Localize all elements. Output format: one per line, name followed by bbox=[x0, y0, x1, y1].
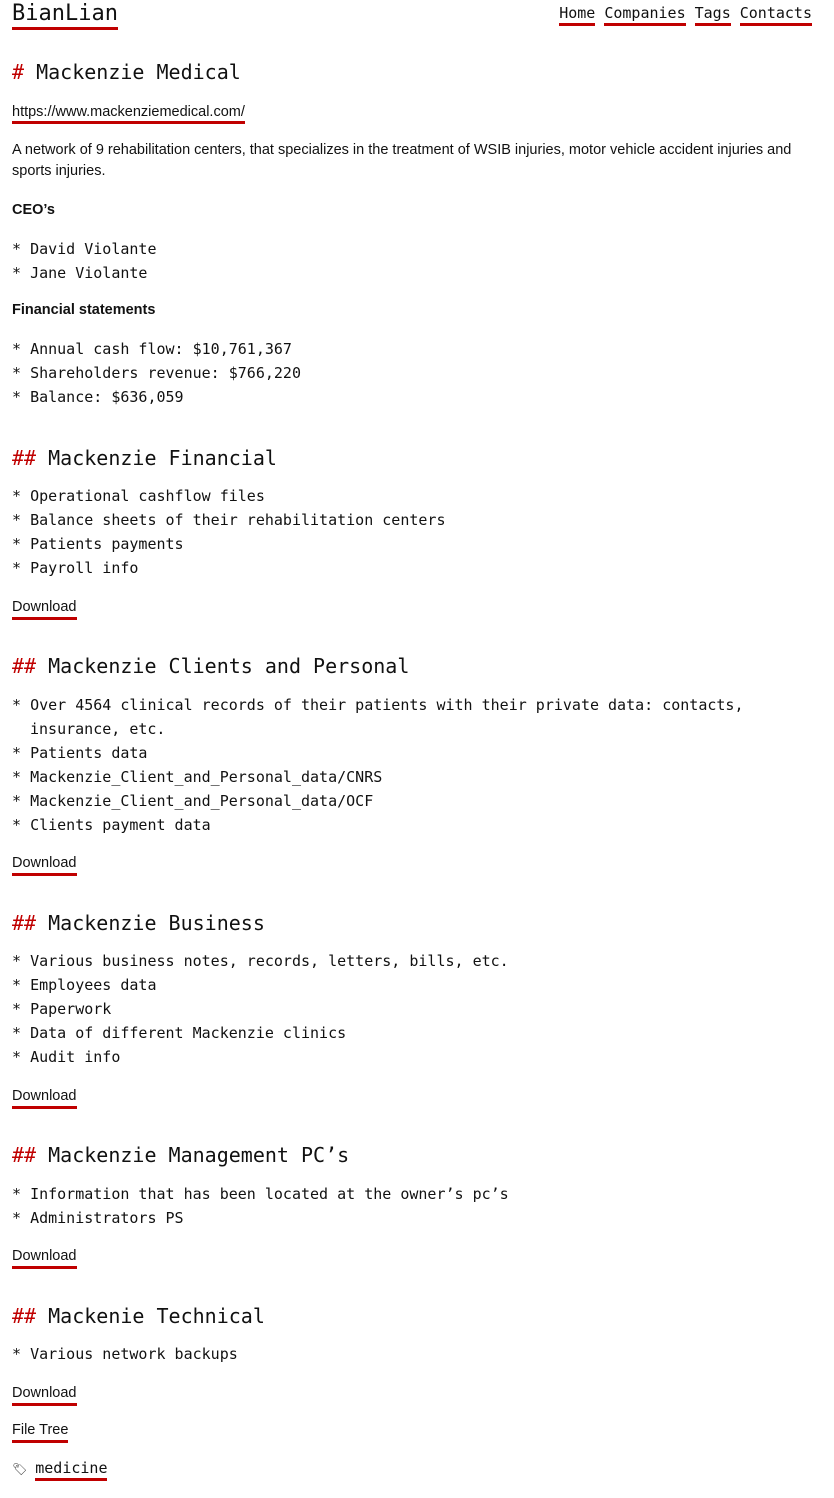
download-link-clients[interactable]: Download bbox=[12, 854, 77, 876]
list-item bbox=[12, 765, 790, 789]
list-bullet: * bbox=[12, 952, 31, 970]
list-bullet: * bbox=[12, 696, 31, 714]
download-link-technical[interactable]: Download bbox=[12, 1384, 77, 1406]
list-item-text: Clients payment data bbox=[30, 816, 211, 834]
list-item-text: Mackenzie_Client_and_Personal_data/OCF bbox=[30, 792, 374, 810]
financial-value: Balance: $636,059 bbox=[30, 388, 184, 406]
list-item bbox=[12, 693, 790, 741]
section-heading-management bbox=[12, 1143, 349, 1167]
list-bullet: * bbox=[12, 1024, 31, 1042]
company-url-link[interactable]: https://www.mackenziemedical.com/ bbox=[12, 104, 245, 124]
nav-home-link[interactable]: Home bbox=[559, 4, 595, 26]
section-list-management bbox=[12, 1182, 790, 1230]
list-bullet: * bbox=[12, 511, 31, 529]
heading-marker: ## bbox=[12, 654, 37, 678]
list-bullet: * bbox=[12, 1048, 31, 1066]
section-heading-business bbox=[12, 911, 265, 935]
financial-item bbox=[12, 385, 790, 409]
section-heading-clients bbox=[12, 654, 409, 678]
list-item bbox=[12, 813, 790, 837]
financial-heading: Financial statements bbox=[12, 302, 156, 318]
section-heading-financial bbox=[12, 446, 277, 470]
list-item bbox=[12, 1021, 790, 1045]
list-bullet: * bbox=[12, 792, 31, 810]
ceo-name: David Violante bbox=[30, 240, 157, 258]
list-bullet: * bbox=[12, 1000, 31, 1018]
ceo-name: Jane Violante bbox=[30, 264, 148, 282]
list-item-text: Audit info bbox=[30, 1048, 121, 1066]
list-bullet: * bbox=[12, 535, 31, 553]
list-bullet: * bbox=[12, 264, 31, 282]
list-item bbox=[12, 789, 790, 813]
list-item-text: Information that has been located at the owner’s pc’s bbox=[30, 1185, 509, 1203]
list-item bbox=[12, 556, 790, 580]
ceo-item bbox=[12, 261, 790, 285]
nav-contacts-link[interactable]: Contacts bbox=[740, 4, 812, 26]
list-bullet: * bbox=[12, 816, 31, 834]
list-item bbox=[12, 1206, 790, 1230]
company-url-row bbox=[12, 102, 245, 123]
section-list-financial bbox=[12, 484, 790, 580]
heading-marker: ## bbox=[12, 1304, 37, 1328]
company-title-text: Mackenzie Medical bbox=[36, 60, 241, 84]
main-nav bbox=[550, 4, 812, 22]
tag-row bbox=[12, 1459, 107, 1478]
company-title bbox=[12, 60, 241, 84]
section-title: Mackenzie Management PC’s bbox=[48, 1143, 350, 1167]
section-title: Mackenzie Clients and Personal bbox=[48, 654, 410, 678]
nav-companies-link[interactable]: Companies bbox=[604, 4, 685, 26]
list-item bbox=[12, 997, 790, 1021]
ceo-list bbox=[12, 237, 790, 285]
list-item bbox=[12, 1182, 790, 1206]
financial-value: Shareholders revenue: $766,220 bbox=[30, 364, 301, 382]
list-item-text: Various network backups bbox=[30, 1345, 238, 1363]
list-item bbox=[12, 973, 790, 997]
file-tree-link[interactable]: File Tree bbox=[12, 1421, 68, 1443]
heading-marker: ## bbox=[12, 446, 37, 470]
section-title: Mackenzie Financial bbox=[48, 446, 277, 470]
list-item-text: Payroll info bbox=[30, 559, 139, 577]
list-bullet: * bbox=[12, 340, 31, 358]
list-item-text: Data of different Mackenzie clinics bbox=[30, 1024, 347, 1042]
list-bullet: * bbox=[12, 744, 31, 762]
download-link-financial[interactable]: Download bbox=[12, 598, 77, 620]
section-title: Mackenie Technical bbox=[48, 1304, 265, 1328]
section-heading-technical bbox=[12, 1304, 265, 1328]
list-item bbox=[12, 1045, 790, 1069]
list-bullet: * bbox=[12, 768, 31, 786]
list-item bbox=[12, 484, 790, 508]
list-item-text: Various business notes, records, letters, bills, etc. bbox=[30, 952, 509, 970]
list-item-text: Balance sheets of their rehabilitation centers bbox=[30, 511, 446, 529]
list-bullet: * bbox=[12, 1209, 31, 1227]
financial-item bbox=[12, 361, 790, 385]
download-link-business[interactable]: Download bbox=[12, 1087, 77, 1109]
list-bullet: * bbox=[12, 240, 31, 258]
list-bullet: * bbox=[12, 559, 31, 577]
tag-link-medicine[interactable]: medicine bbox=[35, 1459, 107, 1481]
section-title: Mackenzie Business bbox=[48, 911, 265, 935]
list-item-text: Employees data bbox=[30, 976, 157, 994]
list-item bbox=[12, 532, 790, 556]
list-item-text: Patients payments bbox=[30, 535, 184, 553]
heading-marker: ## bbox=[12, 1143, 37, 1167]
list-bullet: * bbox=[12, 487, 31, 505]
financial-value: Annual cash flow: $10,761,367 bbox=[30, 340, 292, 358]
list-item bbox=[12, 508, 790, 532]
list-item-text: Administrators PS bbox=[30, 1209, 184, 1227]
ceo-heading: CEO’s bbox=[12, 202, 55, 218]
download-link-management[interactable]: Download bbox=[12, 1247, 77, 1269]
list-item bbox=[12, 1342, 790, 1366]
list-item-text: Operational cashflow files bbox=[30, 487, 265, 505]
financial-item bbox=[12, 337, 790, 361]
list-item-text: Paperwork bbox=[30, 1000, 112, 1018]
list-bullet: * bbox=[12, 1185, 31, 1203]
list-item bbox=[12, 741, 790, 765]
list-item-text: Patients data bbox=[30, 744, 148, 762]
ceo-item bbox=[12, 237, 790, 261]
tag-icon: 🏷 bbox=[12, 1462, 28, 1476]
section-list-business bbox=[12, 949, 790, 1069]
list-bullet: * bbox=[12, 1345, 31, 1363]
financial-list bbox=[12, 337, 790, 409]
list-bullet: * bbox=[12, 364, 31, 382]
list-item bbox=[12, 949, 790, 973]
list-bullet: * bbox=[12, 388, 31, 406]
section-list-clients bbox=[12, 693, 790, 837]
site-brand-link[interactable]: BianLian bbox=[12, 1, 118, 30]
section-list-technical bbox=[12, 1342, 790, 1366]
nav-tags-link[interactable]: Tags bbox=[695, 4, 731, 26]
list-item-text: Over 4564 clinical records of their patients with their private data: contacts, insurance, etc. bbox=[30, 696, 753, 738]
list-bullet: * bbox=[12, 976, 31, 994]
site-header bbox=[12, 0, 812, 34]
company-description: A network of 9 rehabilitation centers, that specializes in the treatment of WSIB injuries, motor vehicle accident injuries and sports injuries. bbox=[12, 142, 792, 179]
heading-marker: ## bbox=[12, 911, 37, 935]
heading-marker: # bbox=[12, 60, 25, 84]
list-item-text: Mackenzie_Client_and_Personal_data/CNRS bbox=[30, 768, 383, 786]
